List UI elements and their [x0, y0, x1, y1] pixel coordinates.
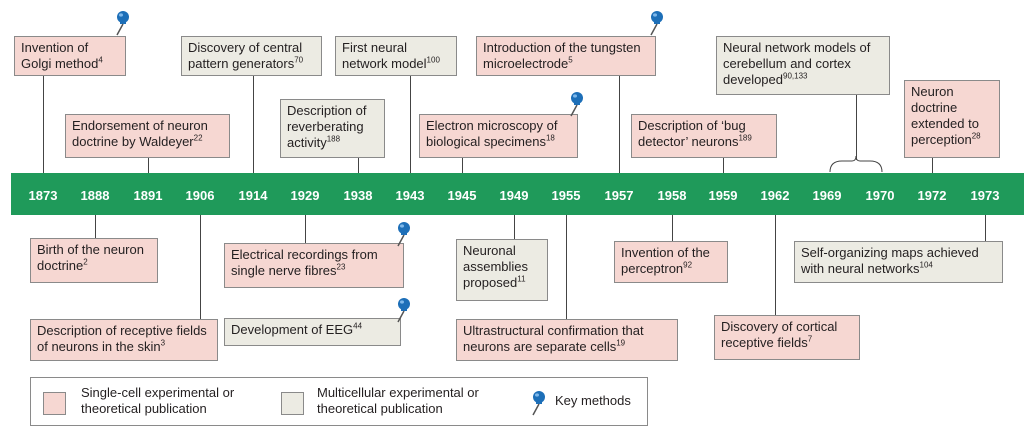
year-label: 1973 — [970, 188, 1000, 203]
connector-1970 — [856, 95, 857, 160]
connector-1873 — [43, 76, 44, 173]
event-central-pattern-generators: Discovery of central pattern generators$^{70}$ — [181, 36, 322, 76]
legend-key-label: Key methods — [555, 393, 631, 408]
event-birth-neuron-doctrine: Birth of the neuron doctrine$^2$ — [30, 238, 158, 283]
pushpin-icon — [566, 91, 586, 117]
bracket-1969-1970 — [828, 155, 884, 173]
connector-1972 — [932, 158, 933, 173]
connector-1962 — [775, 215, 776, 315]
event-tungsten-microelectrode: Introduction of the tungsten microelectrode$^5$ — [476, 36, 656, 76]
year-label: 1914 — [238, 188, 268, 203]
year-label: 1957 — [604, 188, 634, 203]
pushpin-icon — [646, 10, 666, 36]
legend — [30, 377, 648, 426]
pushpin-icon — [393, 221, 413, 247]
connector-1914 — [253, 76, 254, 173]
event-self-organizing-maps: Self-organizing maps achieved with neural networks$^{104}$ — [794, 241, 1003, 283]
year-label: 1929 — [290, 188, 320, 203]
pushpin-icon — [528, 390, 548, 416]
connector-1938 — [358, 158, 359, 173]
year-label: 1959 — [708, 188, 738, 203]
pushpin-icon — [393, 297, 413, 323]
year-label: 1943 — [395, 188, 425, 203]
year-label: 1972 — [917, 188, 947, 203]
connector-1957 — [619, 76, 620, 173]
event-single-nerve-fibres: Electrical recordings from single nerve fibres$^{23}$ — [224, 243, 404, 288]
year-label: 1962 — [760, 188, 790, 203]
event-first-neural-network-model: First neural network model$^{100}$ — [335, 36, 457, 76]
connector-1888 — [95, 215, 96, 238]
event-bug-detector-neurons: Description of ‘bug detector’ neurons$^{189}$ — [631, 114, 777, 158]
connector-1943 — [410, 76, 411, 173]
connector-1955 — [566, 215, 567, 319]
year-label: 1949 — [499, 188, 529, 203]
year-label: 1958 — [657, 188, 687, 203]
event-ultrastructural-confirmation: Ultrastructural confirmation that neurons are separate cells$^{19}$ — [456, 319, 678, 361]
event-development-eeg: Development of EEG$^{44}$ — [224, 318, 401, 346]
connector-1949 — [514, 215, 515, 239]
year-label: 1938 — [343, 188, 373, 203]
event-waldeyer: Endorsement of neuron doctrine by Waldeyer$^{22}$ — [65, 114, 230, 158]
year-label: 1945 — [447, 188, 477, 203]
event-reverberating-activity: Description of reverberating activity$^{188}$ — [280, 99, 385, 158]
year-label: 1955 — [551, 188, 581, 203]
year-label: 1891 — [133, 188, 163, 203]
event-perceptron: Invention of the perceptron$^{92}$ — [614, 241, 728, 283]
connector-1973 — [985, 215, 986, 241]
pushpin-icon — [112, 10, 132, 36]
event-receptive-fields-skin: Description of receptive fields of neurons in the skin$^3$ — [30, 319, 218, 361]
year-label: 1906 — [185, 188, 215, 203]
connector-1906 — [200, 215, 201, 319]
legend-multi-swatch — [281, 392, 304, 415]
event-neuron-doctrine-perception: Neuron doctrine extended to perception$^{28}$ — [904, 80, 1000, 158]
event-electron-microscopy: Electron microscopy of biological specimens$^{18}$ — [419, 114, 578, 158]
connector-1958 — [672, 215, 673, 241]
legend-multi-label: Multicellular experimental or theoretical publication — [317, 385, 479, 416]
event-neuronal-assemblies: Neuronal assemblies proposed$^{11}$ — [456, 239, 548, 301]
event-golgi-method: Invention of Golgi method$^4$ — [14, 36, 126, 76]
year-label: 1888 — [80, 188, 110, 203]
event-cortical-receptive-fields: Discovery of cortical receptive fields$^7$ — [714, 315, 860, 360]
legend-single-label: Single-cell experimental or theoretical publication — [81, 385, 235, 416]
connector-1945 — [462, 158, 463, 173]
year-label: 1873 — [28, 188, 58, 203]
event-cerebellum-cortex-models: Neural network models of cerebellum and cortex developed$^{90,133}$ — [716, 36, 890, 95]
year-label: 1970 — [865, 188, 895, 203]
year-label: 1969 — [812, 188, 842, 203]
connector-1891 — [148, 158, 149, 173]
legend-single-swatch — [43, 392, 66, 415]
connector-1959 — [723, 158, 724, 173]
